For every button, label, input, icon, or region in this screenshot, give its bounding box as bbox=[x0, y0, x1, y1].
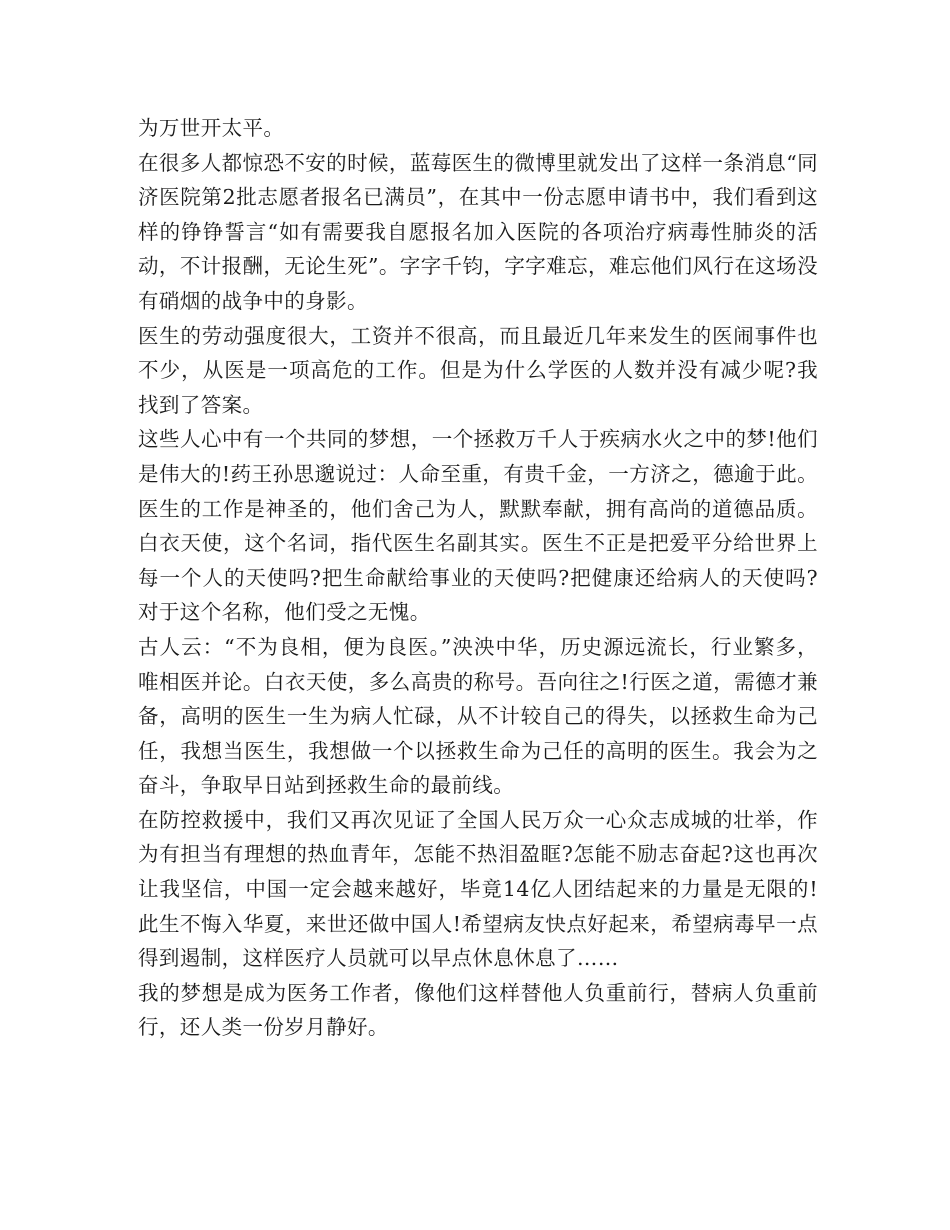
paragraph-5: 古人云：“不为良相，便为良医。”泱泱中华，历史源远流长，行业繁多，唯相医并论。白衣天使，多么高贵的称号。吾向往之!行医之道，需德才兼备，高明的医生一生为病人忙碌，从不计较自己的得失，以拯救生命为己任，我想当医生，我想做一个以拯救生命为己任的高明的医生。我会为之奋斗，争取早日站到拯救生命的最前线。 bbox=[138, 634, 818, 798]
paragraph-6: 在防控救援中，我们又再次见证了全国人民万众一心众志成城的壮举，作为有担当有理想的热血青年，怎能不热泪盈眶?怎能不励志奋起?这也再次让我坚信，中国一定会越来越好，毕竟14亿人团结起来的力量是无限的!此生不悔入华夏，来世还做中国人!希望病友快点好起来，希望病毒早一点得到遏制，这样医疗人员就可以早点休息休息了…… bbox=[138, 807, 818, 971]
paragraph-7: 我的梦想是成为医务工作者，像他们这样替他人负重前行，替病人负重前行，还人类一份岁月静好。 bbox=[138, 980, 818, 1040]
paragraph-4: 这些人心中有一个共同的梦想，一个拯救万千人于疾病水火之中的梦!他们是伟大的!药王孙思邈说过：人命至重，有贵千金，一方济之，德逾于此。医生的工作是神圣的，他们舍己为人，默默奉献，拥有高尚的道德品质。白衣天使，这个名词，指代医生名副其实。医生不正是把爱平分给世界上每一个人的天使吗?把生命献给事业的天使吗?把健康还给病人的天使吗?对于这个名称，他们受之无愧。 bbox=[138, 427, 818, 625]
paragraph-2: 在很多人都惊恐不安的时候，蓝莓医生的微博里就发出了这样一条消息“同济医院第2批志愿者报名已满员”，在其中一份志愿申请书中，我们看到这样的铮铮誓言“如有需要我自愿报名加入医院的各项治疗病毒性肺炎的活动，不计报酬，无论生死”。字字千钧，字字难忘，难忘他们风行在这场没有硝烟的战争中的身影。 bbox=[138, 150, 818, 313]
body-text bbox=[138, 111, 818, 1045]
paragraph-1: 为万世开太平。 bbox=[138, 116, 285, 140]
paragraph-3: 医生的劳动强度很大，工资并不很高，而且最近几年来发生的医闹事件也不少，从医是一项高危的工作。但是为什么学医的人数并没有减少呢?我找到了答案。 bbox=[138, 323, 818, 417]
